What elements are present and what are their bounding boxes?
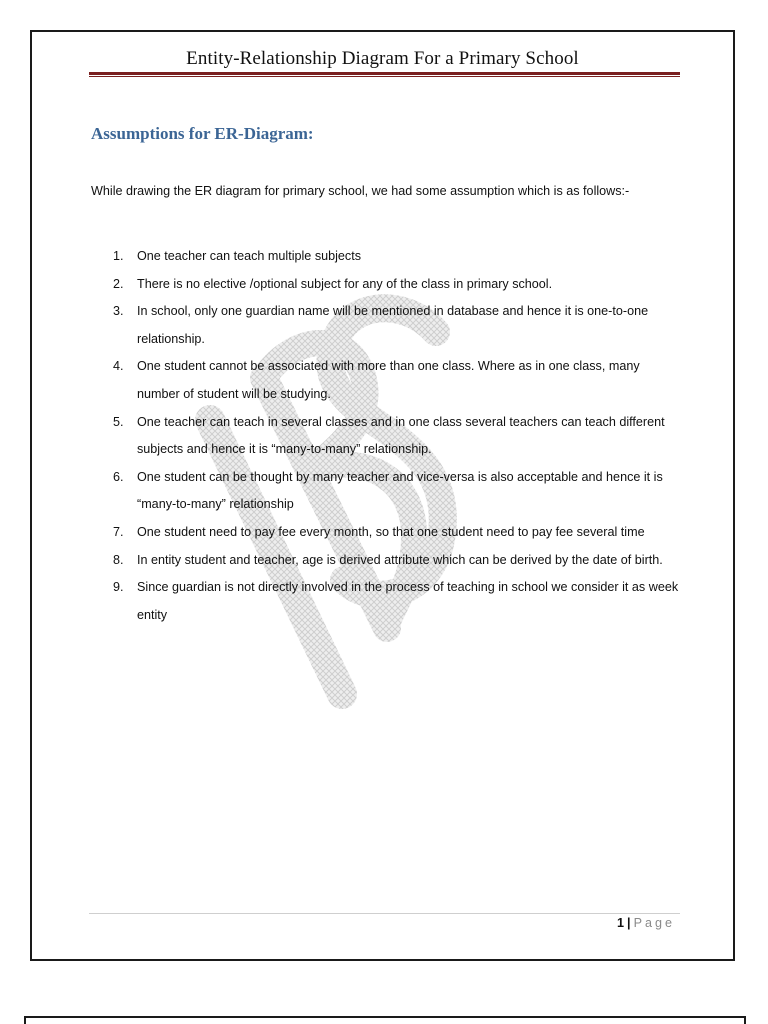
list-item bbox=[91, 409, 681, 464]
list-item-number: 3. bbox=[113, 304, 124, 319]
page-label: Page bbox=[633, 916, 675, 930]
assumptions-list bbox=[91, 243, 681, 629]
list-item-number: 9. bbox=[113, 580, 124, 595]
list-item bbox=[91, 574, 681, 629]
list-item-text: In school, only one guardian name will be mentioned in database and hence it is one-to-one relationship. bbox=[137, 304, 649, 346]
list-item-number: 2. bbox=[113, 276, 124, 291]
document-page bbox=[30, 30, 735, 961]
list-item-number: 5. bbox=[113, 414, 124, 429]
list-item-text: There is no elective /optional subject for any of the class in primary school. bbox=[137, 276, 553, 291]
list-item-number: 1. bbox=[113, 249, 124, 263]
page-footer bbox=[617, 916, 675, 930]
list-item bbox=[91, 298, 681, 353]
list-item-text: One student cannot be associated with more than one class. Where as in one class, many number of student will be studying. bbox=[137, 359, 640, 401]
list-item-text: One teacher can teach multiple subjects bbox=[137, 249, 362, 263]
list-item-text: In entity student and teacher, age is derived attribute which can be derived by the date of birth. bbox=[137, 552, 663, 567]
list-item bbox=[91, 271, 681, 299]
intro-paragraph: While drawing the ER diagram for primary school, we had some assumption which is as follows:- bbox=[91, 184, 630, 198]
page-header-title: Entity-Relationship Diagram For a Primary School bbox=[186, 48, 579, 69]
list-item bbox=[91, 243, 681, 271]
list-item-text: One teacher can teach in several classes and in one class several teachers can teach different subjects and hence it is “many-to-many” relationship. bbox=[137, 414, 665, 457]
header-rule bbox=[89, 72, 680, 75]
page-number: 1 bbox=[617, 916, 625, 930]
footer-separator: | bbox=[627, 916, 631, 930]
list-item-text: Since guardian is not directly involved in the process of teaching in school we consider it as week entity bbox=[137, 580, 679, 622]
list-item bbox=[91, 464, 681, 519]
list-item-text: One student can be thought by many teacher and vice-versa is also acceptable and hence it is “many-to-many” relationship bbox=[137, 469, 663, 512]
list-item-text: One student need to pay fee every month, so that one student need to pay fee several time bbox=[137, 524, 645, 539]
list-item bbox=[91, 547, 681, 575]
list-item bbox=[91, 519, 681, 547]
next-page-edge bbox=[24, 1016, 746, 1024]
section-heading: Assumptions for ER-Diagram: bbox=[91, 124, 314, 143]
list-item bbox=[91, 353, 681, 408]
header-rule-thin bbox=[89, 76, 680, 77]
footer-rule bbox=[89, 913, 680, 914]
list-item-number: 7. bbox=[113, 524, 124, 539]
list-item-number: 4. bbox=[113, 359, 124, 374]
list-item-number: 8. bbox=[113, 552, 124, 567]
list-item-number: 6. bbox=[113, 469, 124, 484]
